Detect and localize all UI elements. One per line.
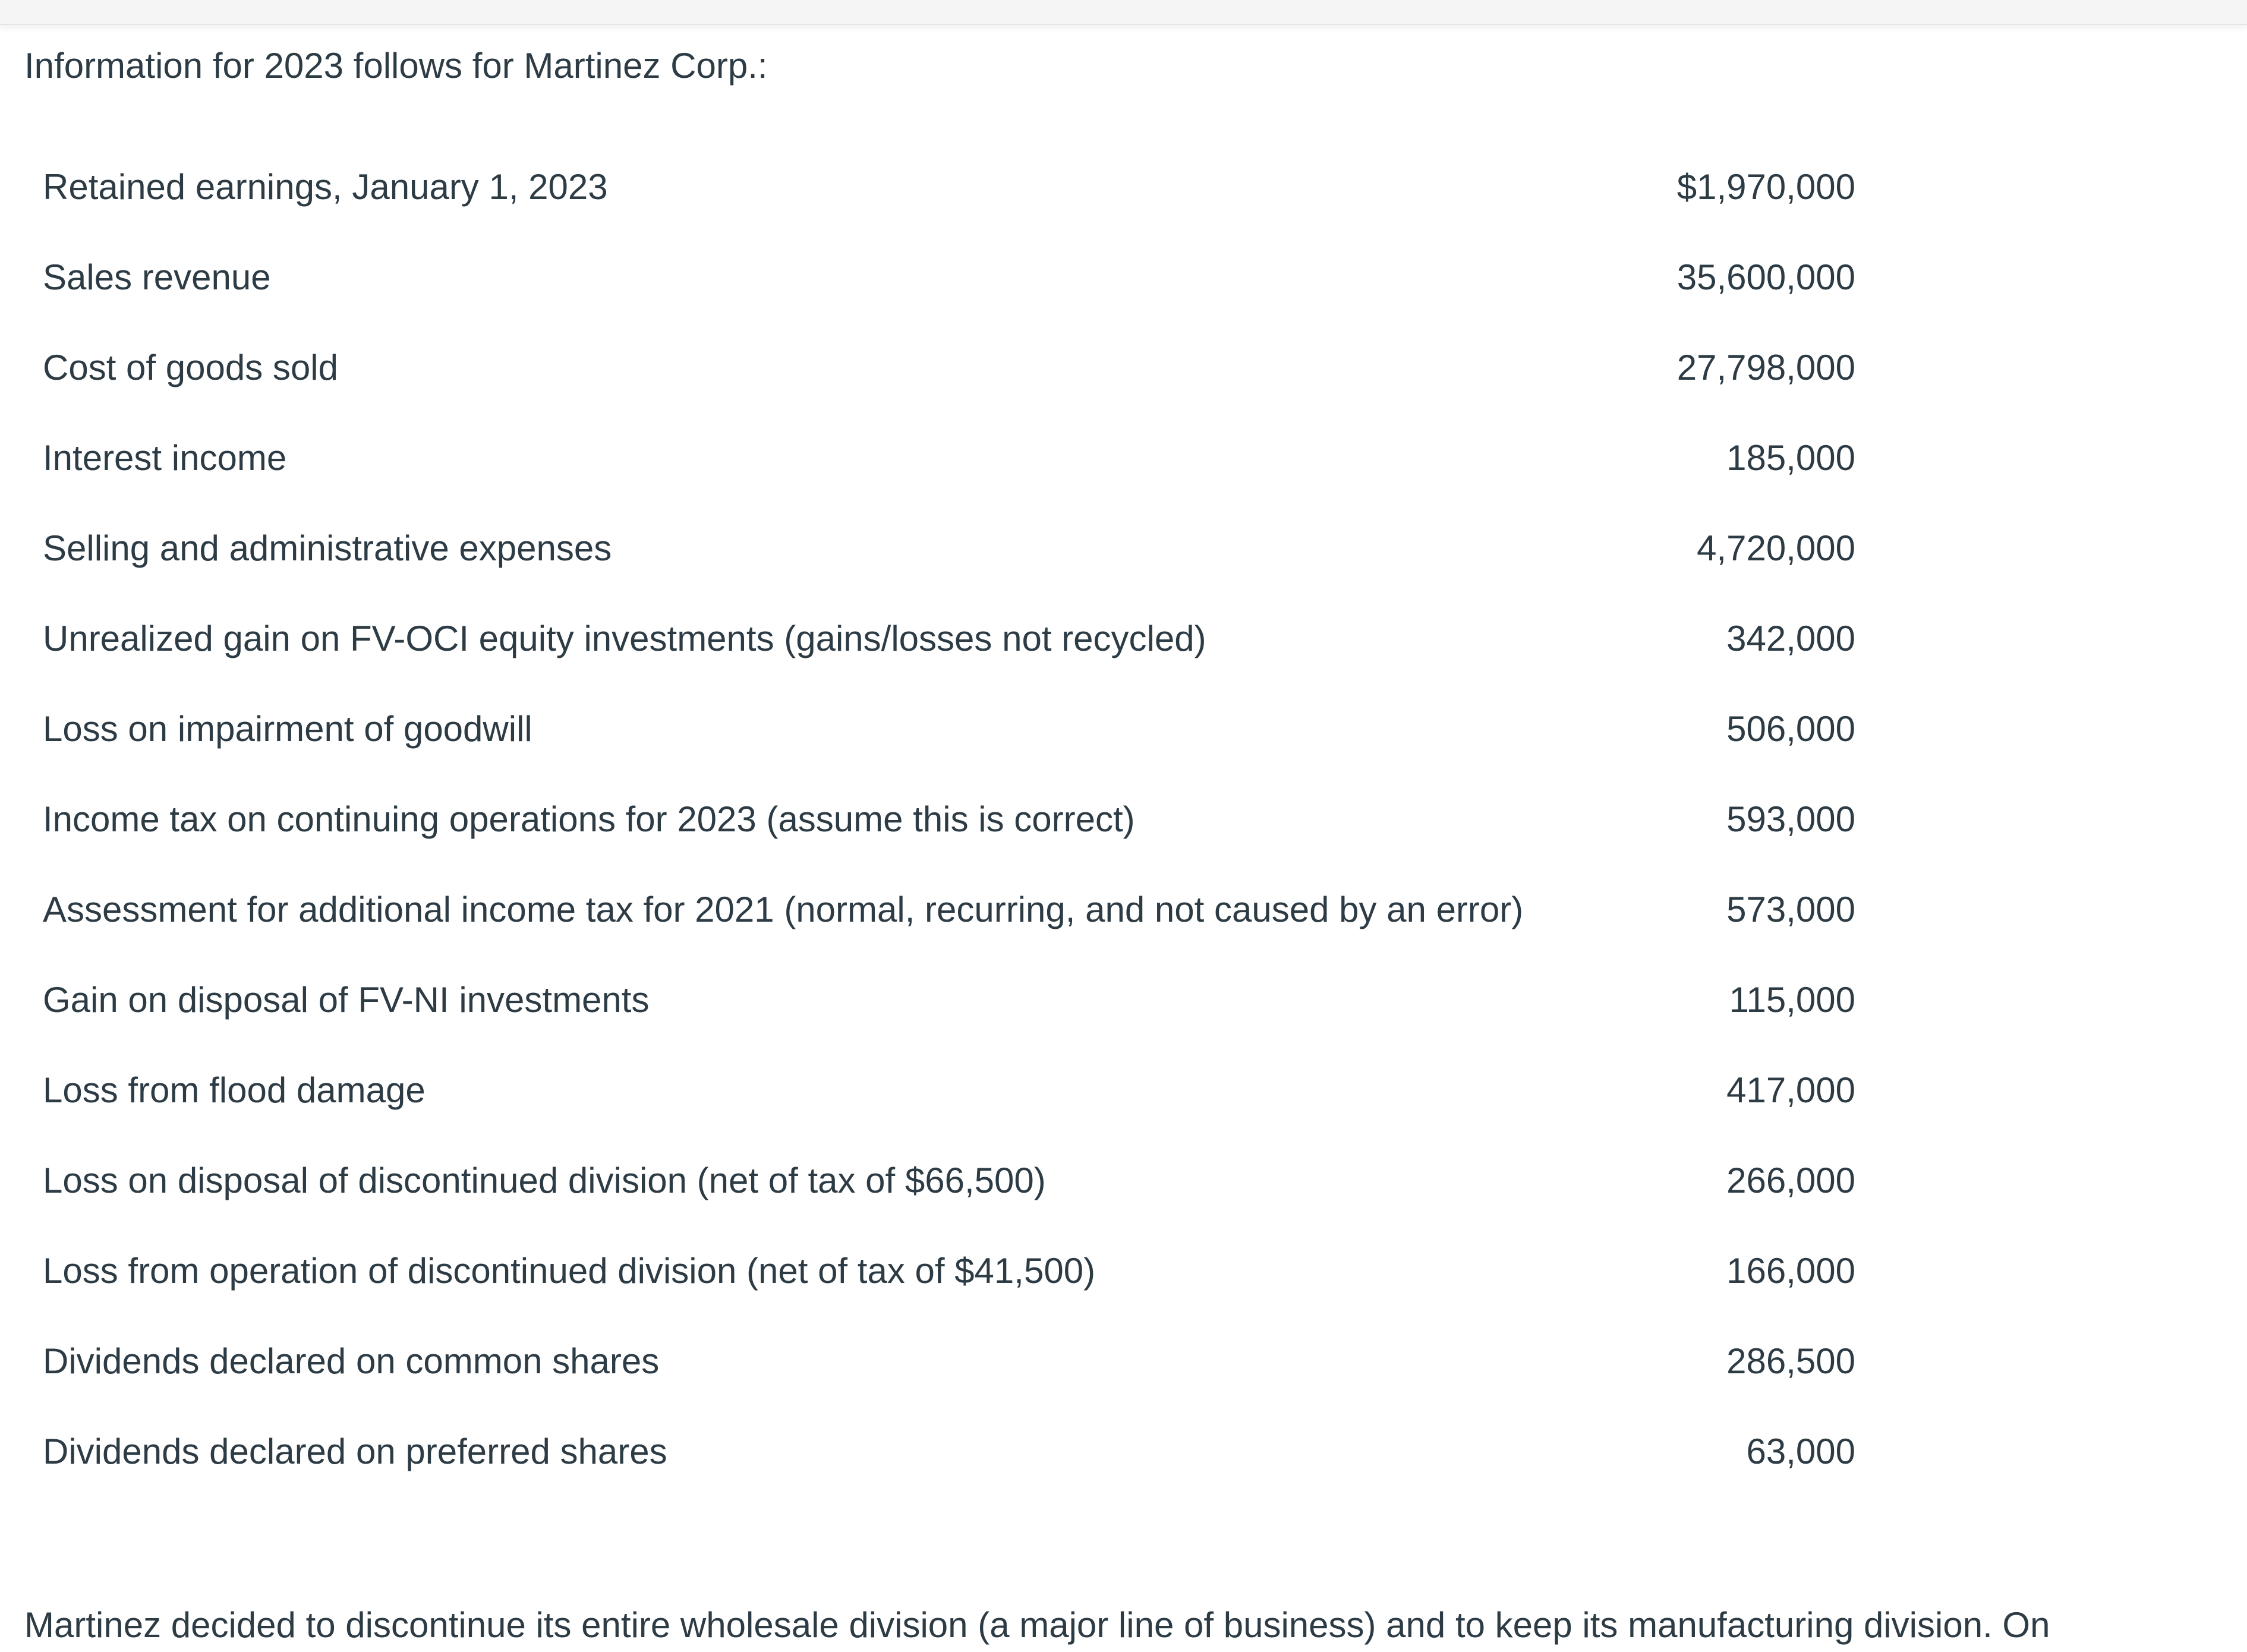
row-label: Loss from operation of discontinued division (net of tax of $41,500) <box>43 1250 1096 1291</box>
financial-data-table <box>43 141 1855 1496</box>
table-row <box>43 593 1855 683</box>
table-row <box>43 232 1855 322</box>
row-value: 573,000 <box>1726 889 1855 929</box>
table-row <box>43 1225 1855 1316</box>
row-label: Dividends declared on preferred shares <box>43 1431 667 1471</box>
top-bar <box>0 0 2247 25</box>
row-value: 63,000 <box>1746 1431 1855 1471</box>
row-value: 115,000 <box>1729 979 1855 1020</box>
row-label: Cost of goods sold <box>43 347 338 387</box>
row-label: Sales revenue <box>43 257 271 297</box>
table-row <box>43 1406 1855 1496</box>
table-row <box>43 141 1855 232</box>
row-value: 166,000 <box>1726 1250 1855 1291</box>
row-label: Retained earnings, January 1, 2023 <box>43 166 608 207</box>
row-label: Selling and administrative expenses <box>43 528 612 568</box>
row-label: Interest income <box>43 437 287 478</box>
row-value: 342,000 <box>1726 618 1855 658</box>
row-label: Loss on disposal of discontinued division (net of tax of $66,500) <box>43 1160 1046 1200</box>
table-row <box>43 683 1855 774</box>
row-value: 35,600,000 <box>1676 257 1855 297</box>
row-value: 266,000 <box>1726 1160 1855 1200</box>
row-value: 417,000 <box>1726 1070 1855 1110</box>
row-value: 185,000 <box>1726 437 1855 478</box>
table-row <box>43 864 1855 954</box>
row-value: $1,970,000 <box>1676 166 1855 207</box>
row-value: 286,500 <box>1726 1341 1855 1381</box>
row-label: Income tax on continuing operations for 2023 (assume this is correct) <box>43 799 1135 839</box>
row-value: 593,000 <box>1726 799 1855 839</box>
table-row <box>43 503 1855 593</box>
intro-text: Information for 2023 follows for Martinez Corp.: <box>24 46 768 86</box>
trailing-paragraph: Martinez decided to discontinue its entire wholesale division (a major line of business) and to keep its manufacturing division. On <box>24 1605 2050 1645</box>
row-value: 4,720,000 <box>1697 528 1855 568</box>
row-value: 27,798,000 <box>1676 347 1855 387</box>
table-row <box>43 954 1855 1045</box>
table-row <box>43 412 1855 503</box>
row-label: Dividends declared on common shares <box>43 1341 660 1381</box>
row-label: Gain on disposal of FV-NI investments <box>43 979 650 1020</box>
row-value: 506,000 <box>1726 708 1855 749</box>
row-label: Loss on impairment of goodwill <box>43 708 532 749</box>
table-row <box>43 1045 1855 1135</box>
table-row <box>43 322 1855 412</box>
table-row <box>43 1316 1855 1406</box>
row-label: Assessment for additional income tax for 2021 (normal, recurring, and not caused by an error) <box>43 889 1524 929</box>
row-label: Loss from flood damage <box>43 1070 426 1110</box>
row-label: Unrealized gain on FV-OCI equity investments (gains/losses not recycled) <box>43 618 1206 658</box>
table-row <box>43 774 1855 864</box>
table-row <box>43 1135 1855 1225</box>
